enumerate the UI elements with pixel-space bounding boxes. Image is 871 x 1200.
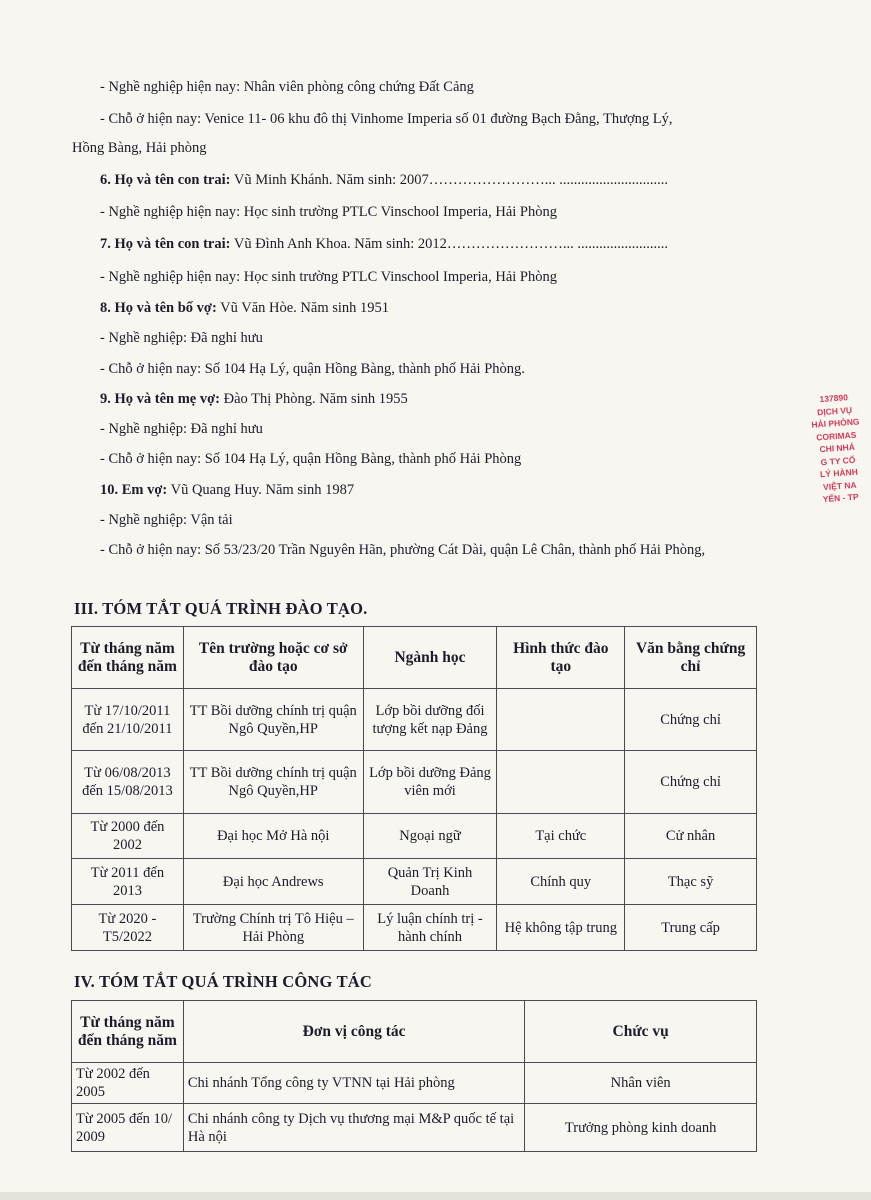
table-row xyxy=(72,859,757,905)
page-bottom-edge xyxy=(0,1192,871,1200)
header-unit: Đơn vị công tác xyxy=(183,1001,524,1063)
cell-period: Từ 2011 đến 2013 xyxy=(72,859,184,905)
section-training-title: III. TÓM TẮT QUÁ TRÌNH ĐÀO TẠO. xyxy=(74,599,368,618)
brother-in-law-residence: - Chỗ ở hiện nay: Số 53/23/20 Trần Nguyên Hãn, phường Cát Dài, quận Lê Chân, thành phố Hải Phòng, xyxy=(100,542,706,558)
header-period: Từ tháng năm đến tháng năm xyxy=(72,627,184,689)
cell-position: Nhân viên xyxy=(525,1063,757,1104)
cell-school: Trường Chính trị Tô Hiệu – Hải Phòng xyxy=(183,905,363,951)
cell-school: TT Bồi dưỡng chính trị quận Ngô Quyền,HP xyxy=(183,751,363,814)
section-work-title: IV. TÓM TẮT QUÁ TRÌNH CÔNG TÁC xyxy=(74,972,373,991)
cell-unit: Chi nhánh Tổng công ty VTNN tại Hải phòng xyxy=(183,1063,524,1104)
cell-major: Lớp bồi dưỡng Đảng viên mới xyxy=(363,751,497,814)
cell-period: Từ 2005 đến 10/ 2009 xyxy=(72,1104,184,1152)
son2-value: Vũ Đình Anh Khoa. Năm sinh: 2012……………………... ......................... xyxy=(230,236,669,252)
mother-in-law-label: 9. Họ và tên mẹ vợ: xyxy=(100,391,220,407)
header-period: Từ tháng năm đến tháng năm xyxy=(72,1001,184,1063)
table-row xyxy=(72,814,757,859)
table-row xyxy=(72,1063,757,1104)
son-occupation-line: - Nghề nghiệp hiện nay: Học sinh trường PTLC Vinschool Imperia, Hải Phòng xyxy=(100,204,557,220)
residence-line-cont: Hồng Bàng, Hải phòng xyxy=(72,140,207,156)
cell-degree: Thạc sỹ xyxy=(625,859,757,905)
cell-degree: Trung cấp xyxy=(625,905,757,951)
cell-degree: Chứng chỉ xyxy=(625,751,757,814)
cell-major: Lý luận chính trị - hành chính xyxy=(363,905,497,951)
father-in-law-line xyxy=(100,299,389,317)
header-position: Chức vụ xyxy=(525,1001,757,1063)
brother-in-law-line xyxy=(100,481,354,499)
official-stamp: 137890 DỊCH VỤ HẢI PHÒNG CORIMAS CHI NHÁ G TY CỔ LÝ HÀNH VIỆT NA YẾN - TP xyxy=(811,392,860,505)
header-school: Tên trường hoặc cơ sở đào tạo xyxy=(183,627,363,689)
work-header-row xyxy=(72,1001,757,1063)
cell-school: Đại học Mở Hà nội xyxy=(183,814,363,859)
header-degree: Văn bằng chứng chỉ xyxy=(625,627,757,689)
mother-in-law-occupation: - Nghề nghiệp: Đã nghỉ hưu xyxy=(100,421,263,437)
cell-major: Quản Trị Kinh Doanh xyxy=(363,859,497,905)
cell-major: Lớp bồi dưỡng đối tượng kết nạp Đảng xyxy=(363,689,497,751)
mother-in-law-residence: - Chỗ ở hiện nay: Số 104 Hạ Lý, quận Hồng Bàng, thành phố Hải Phòng xyxy=(100,451,522,467)
cell-mode: Tại chức xyxy=(497,814,625,859)
table-row xyxy=(72,1104,757,1152)
header-major: Ngành học xyxy=(363,627,497,689)
mother-in-law-line xyxy=(100,390,408,408)
cell-position: Trưởng phòng kinh doanh xyxy=(525,1104,757,1152)
table-row xyxy=(72,905,757,951)
cell-major: Ngoại ngữ xyxy=(363,814,497,859)
cell-school: Đại học Andrews xyxy=(183,859,363,905)
cell-period: Từ 2002 đến 2005 xyxy=(72,1063,184,1104)
son2-name-line xyxy=(100,235,668,253)
son-value: Vũ Minh Khánh. Năm sinh: 2007……………………... .............................. xyxy=(230,172,669,188)
father-in-law-occupation: - Nghề nghiệp: Đã nghỉ hưu xyxy=(100,330,263,346)
cell-degree: Cử nhân xyxy=(625,814,757,859)
son2-occupation-line: - Nghề nghiệp hiện nay: Học sinh trường PTLC Vinschool Imperia, Hải Phòng xyxy=(100,269,557,285)
father-in-law-value: Vũ Văn Hòe. Năm sinh 1951 xyxy=(216,300,390,316)
training-table xyxy=(71,626,757,951)
table-row xyxy=(72,689,757,751)
son-label: 6. Họ và tên con trai: xyxy=(100,172,231,188)
father-in-law-residence: - Chỗ ở hiện nay: Số 104 Hạ Lý, quận Hồng Bàng, thành phố Hải Phòng. xyxy=(100,361,525,377)
cell-mode xyxy=(497,689,625,751)
table-row xyxy=(72,751,757,814)
training-header-row xyxy=(72,627,757,689)
brother-in-law-occupation: - Nghề nghiệp: Vận tải xyxy=(100,512,233,528)
work-history-table xyxy=(71,1000,757,1152)
cell-period: Từ 06/08/2013 đến 15/08/2013 xyxy=(72,751,184,814)
cell-mode xyxy=(497,751,625,814)
cell-period: Từ 17/10/2011 đến 21/10/2011 xyxy=(72,689,184,751)
cell-mode: Chính quy xyxy=(497,859,625,905)
son-name-line xyxy=(100,171,668,189)
cell-mode: Hệ không tập trung xyxy=(497,905,625,951)
header-mode: Hình thức đào tạo xyxy=(497,627,625,689)
son2-label: 7. Họ và tên con trai: xyxy=(100,236,231,252)
brother-in-law-value: Vũ Quang Huy. Năm sinh 1987 xyxy=(167,482,355,498)
cell-degree: Chứng chỉ xyxy=(625,689,757,751)
cell-period: Từ 2020 - T5/2022 xyxy=(72,905,184,951)
mother-in-law-value: Đào Thị Phòng. Năm sinh 1955 xyxy=(219,391,408,407)
cell-school: TT Bồi dưỡng chính trị quận Ngô Quyền,HP xyxy=(183,689,363,751)
occupation-line: - Nghề nghiệp hiện nay: Nhân viên phòng công chứng Đất Cảng xyxy=(100,79,474,95)
cell-period: Từ 2000 đến 2002 xyxy=(72,814,184,859)
brother-in-law-label: 10. Em vợ: xyxy=(100,482,168,498)
father-in-law-label: 8. Họ và tên bố vợ: xyxy=(100,300,217,316)
residence-line: - Chỗ ở hiện nay: Venice 11- 06 khu đô thị Vinhome Imperia số 01 đường Bạch Đằng, Thượng Lý, xyxy=(100,111,673,127)
cell-unit: Chi nhánh công ty Dịch vụ thương mại M&P quốc tế tại Hà nội xyxy=(183,1104,524,1152)
